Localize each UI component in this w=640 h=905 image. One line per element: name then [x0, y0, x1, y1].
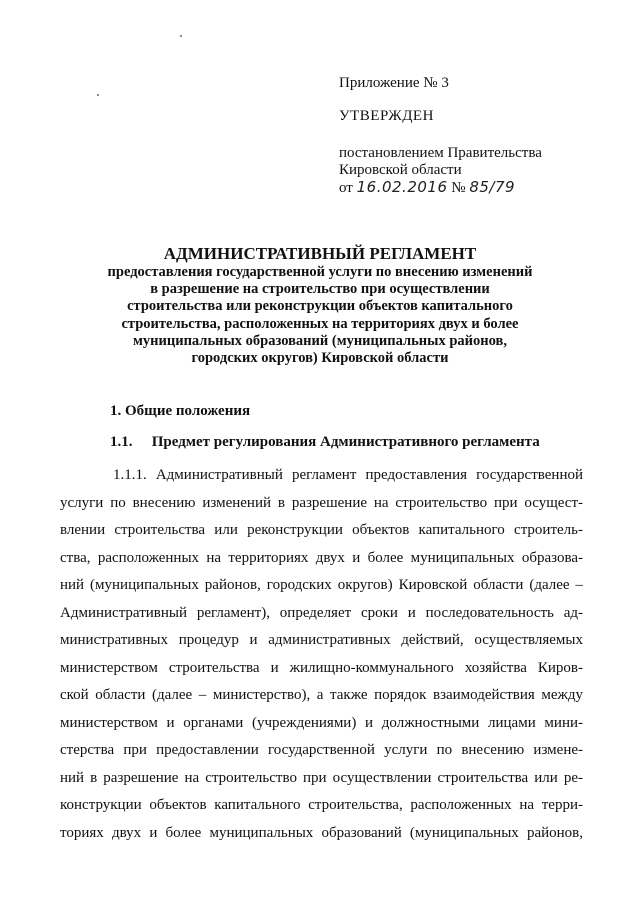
paragraph-line: стерства при предоставлении государственной услуги по внесению измене- — [60, 742, 583, 758]
resolution-block — [339, 145, 579, 197]
title-subline: предоставления государственной услуги по внесению изменений — [107, 264, 533, 280]
date-prefix: от — [339, 180, 353, 196]
title-subline: в разрешение на строительство при осуществлении — [150, 281, 490, 298]
handwritten-date: 16.02.2016 — [356, 178, 448, 196]
paragraph-line: услуги по внесению изменений в разрешение на строительство при осущест- — [60, 494, 583, 511]
document-title-block — [60, 243, 580, 367]
section-heading: 1. Общие положения — [110, 403, 251, 419]
paragraph-line: конструкции объектов капитального строительства, расположенных на терри- — [60, 797, 583, 813]
paragraph-line: ства, расположенных на территориях двух и более муниципальных образова- — [60, 549, 583, 566]
paragraph-line: ториях двух и более муниципальных образований (муниципальных районов, — [60, 824, 583, 841]
paragraph-line: министративных процедур и административных действий, осуществляемых — [60, 632, 583, 648]
resolution-date-line — [339, 179, 579, 197]
subsection-heading — [110, 432, 540, 452]
title-subline: строительства или реконструкции объектов капитального — [127, 298, 513, 315]
resolution-line: Кировской области — [339, 162, 462, 178]
scan-speck — [97, 94, 99, 96]
paragraph-line: ний в разрешение на строительство при осуществлении строительства или ре- — [60, 769, 583, 786]
paragraph-line: ний (муниципальных районов, городских округов) Кировской области (далее – — [60, 577, 583, 593]
paragraph-line: министерством и органами (учреждениями) и должностными лицами мини- — [60, 714, 583, 731]
title-subline: муниципальных образований (муниципальных районов, — [133, 332, 507, 349]
appendix-label: Приложение № 3 — [339, 75, 449, 91]
approved-label: УТВЕРЖДЕН — [339, 108, 434, 124]
title-subline: городских округов) Кировской области — [191, 350, 449, 367]
paragraph-line: влении строительства или реконструкции объектов капитального строитель- — [60, 522, 583, 538]
subsection-number: 1.1. — [110, 434, 133, 450]
document-title: АДМИНИСТРАТИВНЫЙ РЕГЛАМЕНТ — [163, 244, 477, 263]
resolution-line: постановлением Правительства — [339, 145, 542, 161]
paragraph-line: ской области (далее – министерство), а также порядок взаимодействия между — [60, 687, 583, 703]
subsection-title: Предмет регулирования Административного регламента — [151, 434, 540, 450]
handwritten-number: 85/79 — [469, 178, 516, 196]
paragraph-line: 1.1.1. Административный регламент предоставления государственной — [113, 467, 583, 483]
scan-speck — [180, 35, 182, 37]
body-paragraph — [60, 462, 583, 847]
title-subline: строительства, расположенных на территориях двух и более — [121, 315, 519, 332]
number-prefix: № — [451, 180, 466, 196]
paragraph-line: министерством строительства и жилищно-коммунального хозяйства Киров- — [60, 659, 583, 676]
paragraph-line: Административный регламент), определяет сроки и последовательность ад- — [60, 604, 583, 621]
